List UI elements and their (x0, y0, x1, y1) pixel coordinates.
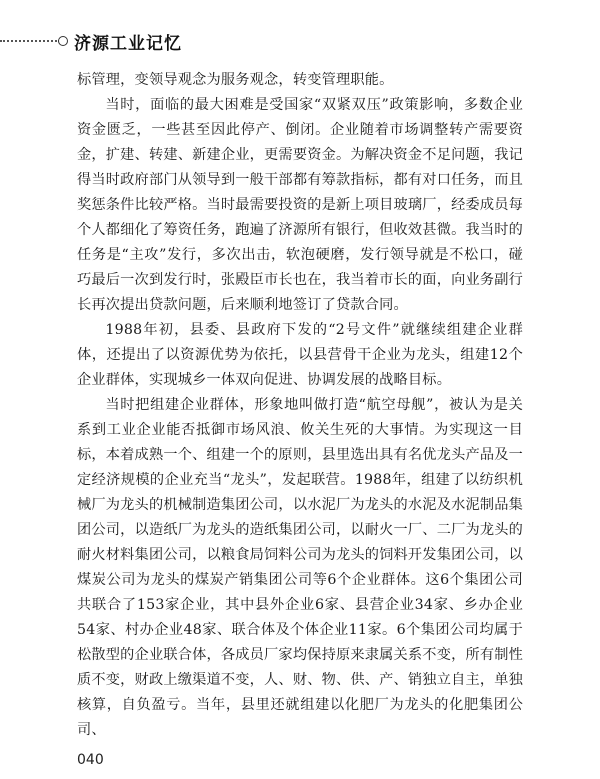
body-text (77, 68, 523, 743)
paragraph: 1988年初，县委、县政府下发的“2号文件”就继续组建企业群体，还提出了以资源优势为依托，以县营骨干企业为龙头，组建12个企业群体，实现城乡一体双向促进、协调发展的战略目标。 (77, 322, 523, 388)
paragraph: 当时把组建企业群体，形象地叫做打造“航空母舰”，被认为是关系到工业企业能否抵御市场风浪、攸关生死的大事情。为实现这一目标，本着成熟一个、组建一个的原则，县里选出具有名优龙头产品及一定经济规模的企业充当“龙头”，发起联营。1988年，组建了以纺织机械厂为龙头的机械制造集团公司，以水泥厂为龙头的水泥及水泥制品集团公司，以造纸厂为龙头的造纸集团公司，以耐火一厂、二厂为龙头的耐火材料集团公司，以粮食局饲料公司为龙头的饲料开发集团公司，以煤炭公司为龙头的煤炭产销集团公司等6个企业群体。这6个集团公司共联合了153家企业，其中县外企业6家、县营企业34家、乡办企业54家、村办企业48家、联合体及个体企业11家。6个集团公司均属于松散型的企业联合体，各成员厂家均保持原来隶属关系不变，所有制性质不变，财政上缴渠道不变，人、财、物、供、产、销独立自主，单独核算，自负盈亏。当年，县里还就组建以化肥厂为龙头的化肥集团公司、 (77, 397, 524, 738)
paragraph: 当时，面临的最大困难是受国家“双紧双压”政策影响，多数企业资金匮乏，一些甚至因此停产、倒闭。企业随着市场调整转产需要资金，扩建、转建、新建企业，更需要资金。为解决资金不足问题，我记得当时政府部门从领导到一般干部都有筹款指标，都有对口任务，而且奖惩条件比较严格。当时最需要投资的是新上项目玻璃厂，经委成员每个人都细化了筹资任务，跑遍了济源所有银行，但收效甚微。我当时的任务是“主攻”发行，多次出击，软泡硬磨，发行领导就是不松口，碰巧最后一次到发行时，张殿臣市长也在，我当着市长的面，向业务副行长再次提出贷款问题，后来顺利地签订了贷款合同。 (77, 97, 524, 313)
paragraph-continued: 标管理，变领导观念为服务观念，转变管理职能。 (77, 72, 394, 88)
header-circle-ornament-icon (58, 36, 68, 46)
header-dotted-rule (0, 40, 60, 42)
page-number: 040 (77, 752, 104, 768)
book-title: 济源工业记忆 (74, 34, 182, 54)
running-header (0, 22, 600, 52)
